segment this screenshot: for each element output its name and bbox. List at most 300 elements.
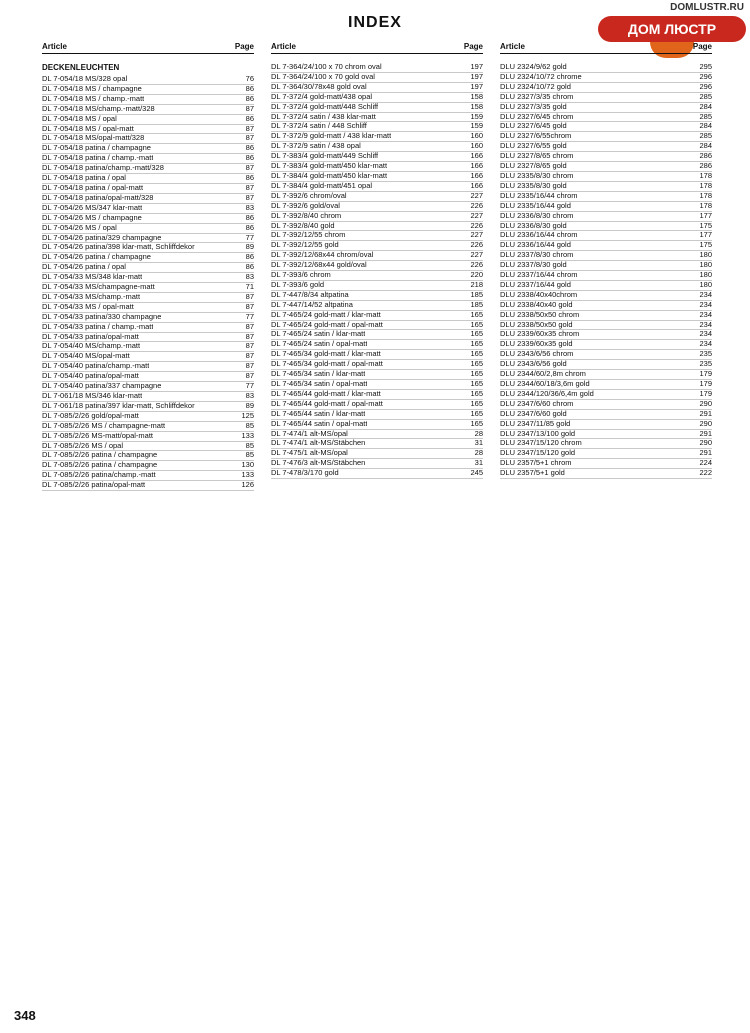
page-ref: 86 [245, 114, 254, 123]
article-number: DLU 2327/8/65 chrom [500, 152, 574, 161]
page-ref: 165 [470, 370, 483, 379]
index-entry [42, 184, 254, 194]
article-number: DL 7-475/1 alt-MS/opal [271, 449, 348, 458]
index-entry [500, 122, 712, 132]
page-ref: 87 [245, 332, 254, 341]
page-ref: 87 [245, 104, 254, 113]
page-ref: 87 [245, 124, 254, 133]
page-ref: 285 [699, 92, 712, 101]
index-entry [271, 459, 483, 469]
index-entry [500, 390, 712, 400]
index-entry [42, 293, 254, 303]
page-ref: 28 [474, 449, 483, 458]
page-ref: 226 [470, 201, 483, 210]
page-ref: 165 [470, 340, 483, 349]
article-number: DL 7-061/18 MS/346 klar-matt [42, 392, 143, 400]
article-number: DLU 2357/5+1 chrom [500, 459, 572, 468]
page-ref: 130 [241, 461, 254, 470]
article-number: DL 7-054/26 patina / opal [42, 263, 126, 272]
page-ref: 165 [470, 320, 483, 329]
index-entry [500, 162, 712, 172]
page-ref: 224 [699, 459, 712, 468]
index-entry [500, 400, 712, 410]
page-ref: 85 [245, 441, 254, 450]
index-entry [42, 154, 254, 164]
article-number: DL 7-372/4 satin / 448 Schliff [271, 122, 367, 131]
article-number: DLU 2335/8/30 chrom [500, 171, 574, 180]
article-number: DL 7-364/24/100 x 70 gold oval [271, 72, 375, 81]
index-entry [42, 144, 254, 154]
index-entry [500, 449, 712, 459]
index-entry [271, 162, 483, 172]
page-ref: 85 [245, 451, 254, 460]
article-number: DLU 2335/16/44 gold [500, 201, 571, 210]
page-ref: 185 [470, 290, 483, 299]
page-ref: 87 [245, 134, 254, 143]
article-number: DL 7-085/2/26 patina/opal-matt [42, 481, 146, 490]
page-ref: 291 [699, 429, 712, 438]
column-header [42, 42, 254, 54]
article-number: DL 7-054/18 patina / champ.-matt [42, 154, 154, 163]
index-entry [500, 439, 712, 449]
article-number: DL 7-465/44 gold-matt / klar-matt [271, 389, 381, 398]
index-entry [42, 253, 254, 263]
index-rows [500, 63, 712, 479]
article-number: DL 7-054/18 patina/opal-matt/328 [42, 193, 154, 202]
page-ref: 222 [699, 469, 712, 478]
page-ref: 87 [245, 342, 254, 351]
index-entry [500, 380, 712, 390]
page-ref: 87 [245, 362, 254, 371]
page-ref: 85 [245, 421, 254, 430]
page-ref: 165 [470, 399, 483, 408]
page-ref: 133 [241, 471, 254, 480]
article-number: DLU 2344/60/18/3,6m gold [500, 380, 590, 388]
page-ref: 86 [245, 253, 254, 262]
article-number: DL 7-383/4 gold-matt/450 klar-matt [271, 162, 388, 171]
index-entry [271, 212, 483, 222]
page-ref: 165 [470, 419, 483, 428]
page-ref: 87 [245, 302, 254, 311]
index-entry [271, 340, 483, 350]
article-number: DLU 2347/15/120 chrom [500, 439, 582, 448]
page-ref: 159 [470, 112, 483, 121]
article-number: DL 7-054/18 patina / champagne [42, 144, 151, 153]
page-ref: 165 [470, 360, 483, 369]
index-entry [42, 442, 254, 452]
index-entry [42, 115, 254, 125]
page-ref: 180 [699, 251, 712, 260]
page-ref: 76 [245, 75, 254, 83]
index-entry [500, 360, 712, 370]
page-ref: 284 [699, 102, 712, 111]
page-ref: 165 [470, 310, 483, 319]
article-number: DL 7-054/26 patina/329 champagne [42, 233, 162, 242]
page-ref: 234 [699, 310, 712, 319]
page-ref: 89 [245, 243, 254, 252]
article-number: DLU 2327/6/45 chrom [500, 112, 574, 121]
article-number: DLU 2336/8/30 gold [500, 221, 567, 230]
page-ref: 234 [699, 300, 712, 309]
page-ref: 177 [699, 211, 712, 220]
index-entry [500, 271, 712, 281]
page-ref: 226 [470, 241, 483, 250]
page-ref: 291 [699, 449, 712, 458]
page-ref: 166 [470, 162, 483, 171]
index-entry [42, 362, 254, 372]
index-entry [500, 340, 712, 350]
page-ref: 290 [699, 439, 712, 448]
page-ref: 220 [470, 271, 483, 280]
page-ref: 180 [699, 271, 712, 280]
article-number: DLU 2347/11/85 gold [500, 419, 571, 428]
page-ref: 160 [470, 142, 483, 151]
article-number: DLU 2344/60/2,8m chrom [500, 370, 586, 379]
index-entry [42, 194, 254, 204]
page-ref: 77 [245, 382, 254, 391]
page-ref: 178 [699, 181, 712, 190]
index-entry [42, 342, 254, 352]
article-number: DLU 2327/6/45 gold [500, 122, 567, 131]
page-ref: 179 [699, 389, 712, 398]
page-ref: 286 [699, 162, 712, 171]
page-ref: 197 [470, 72, 483, 81]
index-entry [500, 113, 712, 123]
index-entry [271, 390, 483, 400]
article-number: DL 7-085/2/26 MS / champagne-matt [42, 421, 166, 430]
index-entry [500, 251, 712, 261]
article-number: DLU 2338/50x50 gold [500, 320, 573, 329]
index-entry [500, 410, 712, 420]
article-number: DL 7-465/34 satin / klar-matt [271, 370, 366, 379]
article-number: DLU 2327/6/55 gold [500, 142, 567, 151]
page-number: 348 [14, 1008, 36, 1023]
index-column-2 [271, 42, 483, 479]
article-number: DL 7-054/18 patina / opal [42, 174, 126, 183]
index-entry [500, 192, 712, 202]
article-number: DLU 2335/16/44 chrom [500, 191, 578, 200]
index-entry [500, 132, 712, 142]
page-ref: 165 [470, 350, 483, 359]
index-entry [271, 420, 483, 430]
index-entry [42, 471, 254, 481]
article-number: DL 7-474/1 alt-MS/Stäbchen [271, 439, 366, 448]
index-entry [500, 301, 712, 311]
index-entry [271, 370, 483, 380]
page-ref: 87 [245, 352, 254, 361]
index-entry [500, 291, 712, 301]
article-number: DL 7-085/2/26 MS / opal [42, 441, 124, 450]
article-number: DLU 2327/6/55chrom [500, 132, 572, 141]
index-entry [42, 75, 254, 85]
article-number: DL 7-054/40 patina/champ.-matt [42, 362, 150, 371]
index-entry [271, 63, 483, 73]
page-ref: 180 [699, 261, 712, 270]
index-entry [271, 439, 483, 449]
index-entry [271, 192, 483, 202]
article-number: DL 7-383/4 gold-matt/449 Schliff [271, 152, 379, 161]
index-entry [42, 164, 254, 174]
index-entry [271, 122, 483, 132]
page-ref: 28 [474, 429, 483, 438]
page-ref: 177 [699, 231, 712, 240]
index-entry [271, 202, 483, 212]
index-entry [500, 459, 712, 469]
page-ref: 197 [470, 82, 483, 91]
article-number: DL 7-054/18 MS/opal-matt/328 [42, 134, 145, 143]
article-number: DL 7-465/44 satin / klar-matt [271, 409, 366, 418]
page-ref: 245 [470, 469, 483, 478]
page-ref: 185 [470, 300, 483, 309]
index-entry [42, 392, 254, 402]
site-name: ДОМ ЛЮСТР [598, 16, 746, 42]
page-ref: 86 [245, 154, 254, 163]
article-number: DL 7-465/24 gold-matt / opal-matt [271, 320, 383, 329]
article-number: DL 7-054/40 patina/opal-matt [42, 372, 139, 381]
index-entry [271, 261, 483, 271]
article-number: DLU 2324/9/62 gold [500, 63, 567, 71]
page-ref: 86 [245, 94, 254, 103]
article-number: DLU 2327/3/35 chrom [500, 92, 574, 101]
index-entry [42, 273, 254, 283]
article-number: DL 7-054/18 patina / opal-matt [42, 183, 144, 192]
index-entry [500, 93, 712, 103]
article-number: DLU 2335/8/30 gold [500, 181, 567, 190]
index-entry [42, 234, 254, 244]
page-ref: 218 [470, 280, 483, 289]
page-ref: 133 [241, 431, 254, 440]
article-number: DL 7-392/12/55 chrom [271, 231, 346, 240]
article-number: DL 7-465/34 satin / opal-matt [271, 380, 368, 388]
index-entry [271, 469, 483, 479]
page-ref: 31 [474, 459, 483, 468]
index-entry [271, 231, 483, 241]
article-number: DLU 2357/5+1 gold [500, 469, 565, 478]
index-entry [271, 83, 483, 93]
index-entry [42, 333, 254, 343]
article-number: DLU 2344/120/36/6,4m gold [500, 389, 594, 398]
page-ref: 296 [699, 82, 712, 91]
page-ref: 234 [699, 340, 712, 349]
page-ref: 227 [470, 191, 483, 200]
article-number: DL 7-384/4 gold-matt/450 klar-matt [271, 171, 388, 180]
page-ref: 234 [699, 320, 712, 329]
page-ref: 158 [470, 102, 483, 111]
article-number: DLU 2339/60x35 chrom [500, 330, 580, 339]
index-entry [271, 172, 483, 182]
article-heading: Article [271, 42, 296, 51]
page-ref: 86 [245, 223, 254, 232]
article-number: DL 7-085/2/26 patina / champagne [42, 451, 158, 460]
page-ref: 159 [470, 122, 483, 131]
page-ref: 166 [470, 152, 483, 161]
article-number: DLU 2337/8/30 gold [500, 261, 567, 270]
page-ref: 166 [470, 171, 483, 180]
index-entry [42, 283, 254, 293]
page-ref: 87 [245, 322, 254, 331]
index-entry [42, 105, 254, 115]
index-column-3 [500, 42, 712, 479]
page-ref: 234 [699, 330, 712, 339]
page-ref: 227 [470, 251, 483, 260]
article-number: DL 7-393/6 gold [271, 280, 325, 289]
article-number: DL 7-364/30/78x48 gold oval [271, 82, 367, 91]
index-entry [42, 412, 254, 422]
article-number: DL 7-465/34 gold-matt / opal-matt [271, 360, 383, 369]
article-number: DLU 2343/6/56 gold [500, 360, 567, 369]
article-number: DL 7-054/26 MS / champagne [42, 213, 142, 222]
article-number: DLU 2338/40x40chrom [500, 290, 578, 299]
article-number: DL 7-384/4 gold-matt/451 opal [271, 181, 373, 190]
page-ref: 165 [470, 389, 483, 398]
index-entry [500, 73, 712, 83]
page-ref: 165 [470, 330, 483, 339]
page-heading: Page [692, 42, 712, 51]
index-entry [500, 152, 712, 162]
page-ref: 83 [245, 273, 254, 282]
index-entry [500, 182, 712, 192]
article-number: DL 7-054/33 patina/330 champagne [42, 312, 162, 321]
article-number: DL 7-393/6 chrom [271, 271, 331, 280]
index-columns [42, 42, 712, 1002]
index-entry [271, 321, 483, 331]
article-number: DLU 2347/13/100 gold [500, 429, 576, 438]
article-number: DLU 2347/15/120 gold [500, 449, 576, 458]
index-entry [271, 301, 483, 311]
article-number: DLU 2337/8/30 chrom [500, 251, 574, 260]
index-entry [42, 85, 254, 95]
page-ref: 235 [699, 350, 712, 359]
index-entry [42, 224, 254, 234]
index-entry [500, 142, 712, 152]
article-number: DL 7-054/18 MS / opal-matt [42, 124, 134, 133]
article-number: DLU 2337/16/44 gold [500, 280, 571, 289]
article-heading: Article [42, 42, 67, 51]
article-number: DL 7-465/24 satin / klar-matt [271, 330, 366, 339]
article-number: DL 7-085/2/26 gold/opal-matt [42, 411, 139, 420]
article-number: DLU 2338/40x40 gold [500, 300, 573, 309]
page-ref: 179 [699, 380, 712, 388]
page-ref: 285 [699, 132, 712, 141]
index-entry [42, 372, 254, 382]
article-number: DLU 2347/6/60 gold [500, 409, 567, 418]
index-entry [271, 330, 483, 340]
index-entry [271, 222, 483, 232]
page-ref: 296 [699, 72, 712, 81]
index-entry [271, 152, 483, 162]
article-number: DL 7-447/8/34 altpatina [271, 290, 349, 299]
index-column-1 [42, 42, 254, 491]
article-number: DL 7-372/4 gold-matt/448 Schliff [271, 102, 379, 111]
page-ref: 86 [245, 174, 254, 183]
index-entry [271, 360, 483, 370]
index-entry [500, 241, 712, 251]
article-number: DL 7-054/26 patina / champagne [42, 253, 151, 262]
index-entry [42, 402, 254, 412]
page-ref: 83 [245, 392, 254, 400]
article-number: DLU 2337/16/44 chrom [500, 271, 578, 280]
page-ref: 165 [470, 380, 483, 388]
index-entry [42, 313, 254, 323]
page-ref: 175 [699, 221, 712, 230]
page-ref: 86 [245, 84, 254, 93]
article-number: DLU 2324/10/72 chrome [500, 72, 582, 81]
index-entry [42, 214, 254, 224]
article-number: DL 7-465/34 gold-matt / klar-matt [271, 350, 381, 359]
page-ref: 290 [699, 419, 712, 428]
article-number: DL 7-061/18 patina/397 klar-matt, Schliffdekor [42, 401, 195, 410]
page-ref: 286 [699, 152, 712, 161]
article-number: DL 7-054/18 patina/champ.-matt/328 [42, 164, 164, 173]
article-number: DL 7-085/2/26 patina/champ.-matt [42, 471, 156, 480]
article-number: DL 7-054/33 MS/champ.-matt [42, 292, 141, 301]
section-heading: DECKENLEUCHTEN [42, 63, 120, 72]
article-number: DL 7-054/40 patina/337 champagne [42, 382, 162, 391]
page-ref: 234 [699, 290, 712, 299]
index-entry [500, 231, 712, 241]
page-heading: Page [463, 42, 483, 51]
index-entry [42, 481, 254, 491]
index-entry [500, 222, 712, 232]
index-entry [271, 93, 483, 103]
index-entry [42, 352, 254, 362]
index-entry [271, 241, 483, 251]
article-number: DL 7-054/33 MS/348 klar-matt [42, 273, 143, 282]
column-header [500, 42, 712, 54]
page-ref: 160 [470, 132, 483, 141]
index-entry [42, 451, 254, 461]
index-entry [500, 370, 712, 380]
page-ref: 226 [470, 261, 483, 270]
article-number: DL 7-085/2/26 patina / champagne [42, 461, 158, 470]
article-number: DL 7-054/18 MS / champagne [42, 84, 142, 93]
article-number: DL 7-054/33 patina / champ.-matt [42, 322, 154, 331]
index-title: INDEX [348, 14, 402, 31]
page-ref: 235 [699, 360, 712, 369]
article-number: DL 7-392/12/68x44 gold/oval [271, 261, 367, 270]
index-entry [500, 330, 712, 340]
page-ref: 285 [699, 112, 712, 121]
article-number: DL 7-085/2/26 MS-matt/opal-matt [42, 431, 154, 440]
index-entry [271, 103, 483, 113]
article-number: DL 7-054/26 MS/347 klar-matt [42, 203, 143, 212]
article-number: DL 7-054/33 patina/opal-matt [42, 332, 139, 341]
index-entry [271, 132, 483, 142]
article-number: DLU 2343/6/56 chrom [500, 350, 574, 359]
article-number: DL 7-392/8/40 chrom [271, 211, 342, 220]
index-entry [42, 382, 254, 392]
article-number: DL 7-054/33 MS/champagne-matt [42, 283, 155, 292]
article-number: DL 7-054/26 MS / opal [42, 223, 117, 232]
page-ref: 178 [699, 171, 712, 180]
index-entry [271, 410, 483, 420]
index-entry [271, 400, 483, 410]
index-entry [500, 321, 712, 331]
article-number: DLU 2336/16/44 gold [500, 241, 571, 250]
index-entry [42, 134, 254, 144]
article-number: DLU 2327/8/65 gold [500, 162, 567, 171]
index-entry [500, 420, 712, 430]
index-entry [271, 251, 483, 261]
page-ref: 87 [245, 372, 254, 381]
index-entry [500, 350, 712, 360]
article-number: DL 7-478/3/170 gold [271, 469, 339, 478]
index-entry [500, 103, 712, 113]
article-number: DL 7-465/24 satin / opal-matt [271, 340, 368, 349]
index-entry [500, 469, 712, 479]
article-number: DL 7-392/6 chrom/oval [271, 191, 347, 200]
index-entry [42, 174, 254, 184]
